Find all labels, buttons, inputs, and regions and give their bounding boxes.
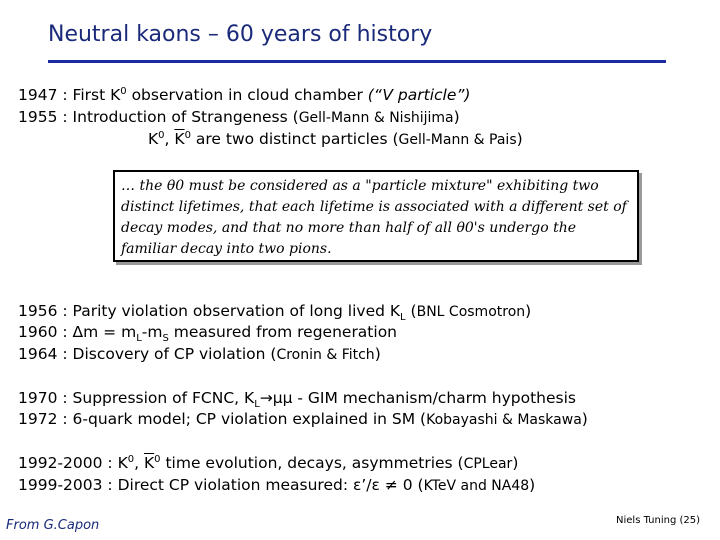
history-line-1955-kaons: $K^0$, $\overline{K}^0$ are two distinct particles (Gell-Mann & Pais) — [148, 130, 523, 149]
quote-box: … the θ0 must be considered as a "particle mixture" exhibiting two distinct lifetimes, that each lifetime is associated with a different set of decay modes, and that no more than half of all θ0's undergo the familiar decay into two pions. — [113, 170, 639, 262]
source-credit: From G.Capon — [6, 518, 100, 533]
history-line-1970: 1970 : Suppression of FCNC, $K_L\to\mu\mu$ - GIM mechanism/charm hypothesis — [18, 389, 576, 411]
slide-title: Neutral kaons – 60 years of history — [48, 22, 433, 47]
history-line-1947: 1947 : First $K^0$ observation in cloud chamber (“V particle”) — [18, 86, 471, 105]
history-line-1960: 1960 : $\Delta m = m_L-m_S$ measured from regeneration — [18, 323, 397, 345]
history-line-1964: 1964 : Discovery of CP violation (Cronin & Fitch) — [18, 345, 381, 363]
history-line-1999: 1999-2003 : Direct CP violation measured: ε’/ε ≠ 0 (KTeV and NA48) — [18, 476, 536, 494]
history-line-1992: 1992-2000 : $K^0$, $\overline{K}^0$ time evolution, decays, asymmetries (CPLear) — [18, 454, 519, 473]
page-number: Niels Tuning (25) — [616, 515, 701, 526]
history-line-1955: 1955 : Introduction of Strangeness (Gell-Mann & Nishijima) — [18, 108, 460, 126]
history-line-1972: 1972 : 6-quark model; CP violation explained in SM (Kobayashi & Maskawa) — [18, 410, 588, 428]
title-underline — [48, 60, 666, 63]
history-line-1956: 1956 : Parity violation observation of long lived $K_L$ (BNL Cosmotron) — [18, 302, 532, 324]
